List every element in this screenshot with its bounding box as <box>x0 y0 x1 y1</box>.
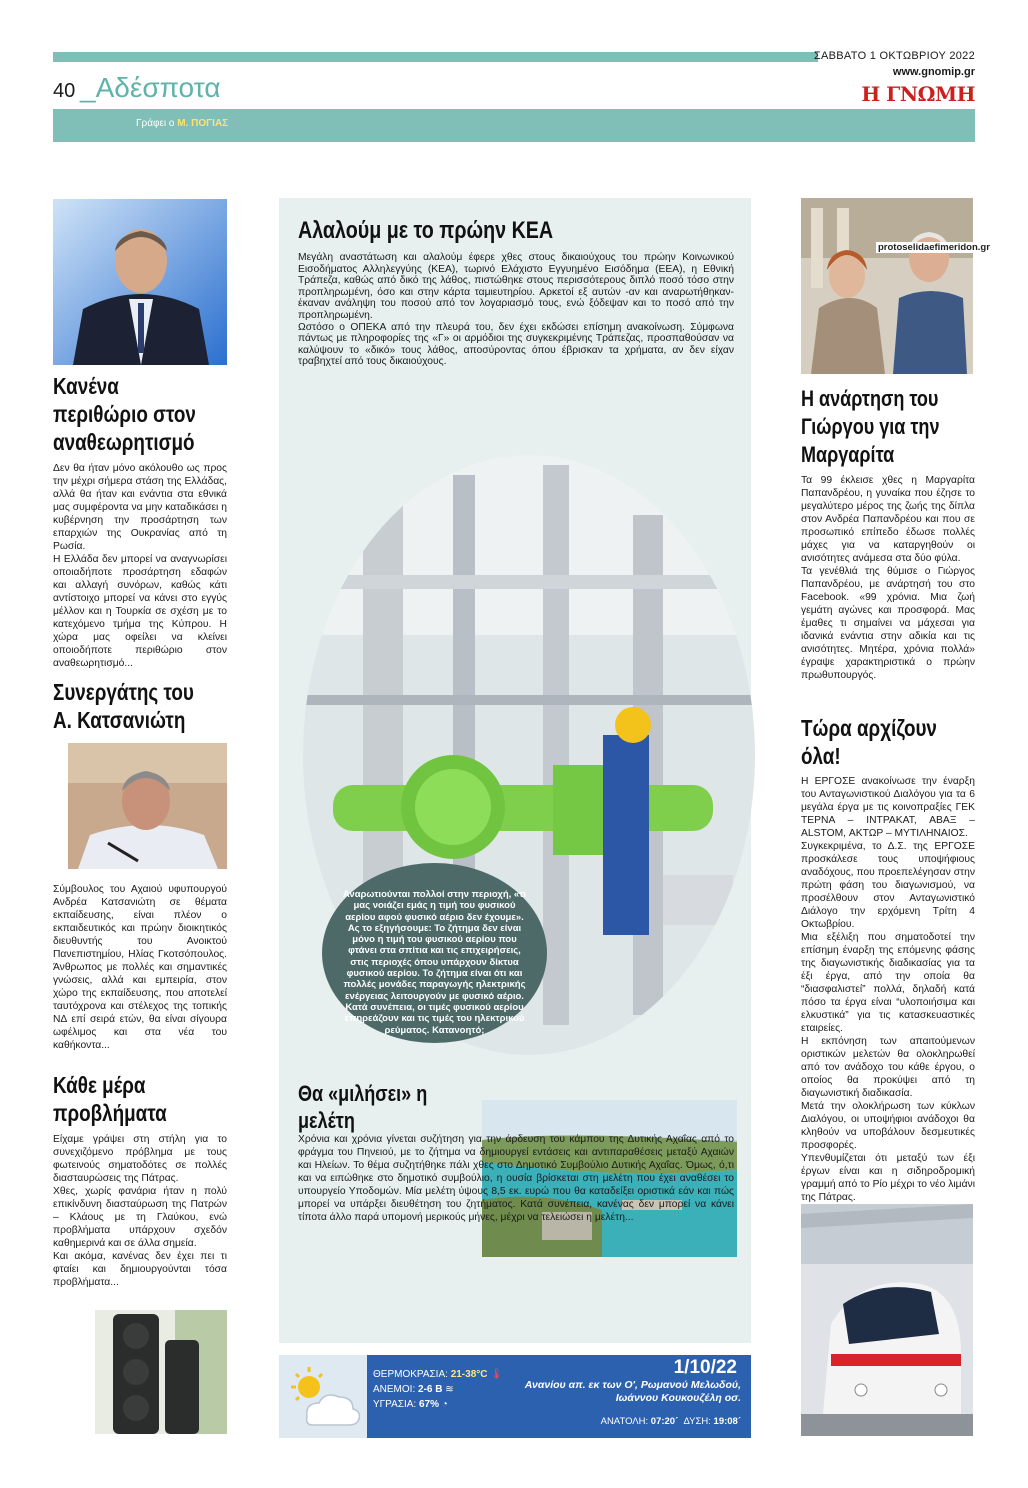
paragraph: Ωστόσο ο ΟΠΕΚΑ από την πλευρά του, δεν έχει εκδώσει επίσημη ανακοίνωση. Σύμφωνα πάντως με πληροφορίες της «Γ» οι αρμόδιοι της συγκεκριμένης Τράπεζας, προσπαθούσαν να καλύψουν το «δικό» τους λάθος, αποσύροντας όπου έβρισκαν τα χρήματα, αν δεν είχαν τραβηχτεί από τους δικαιούχους. <box>298 321 734 368</box>
paragraph: Τα γενέθλιά της θύμισε ο Γιώργος Παπανδρέου, με ανάρτησή του στο Facebook. «99 χρόνια. Μια ζωή γεμάτη αγώνες και προσφορά. Μας έμαθες τι σημαίνει να μάχεσαι για ιδανικά ενάντια στην αδικία και τις ανισότητες. Μητέρα, χρόνια πολλά» έγραψε χαρακτηριστικά ο πρώην πρωθυπουργός. <box>801 566 975 681</box>
weather-stats: ΘΕΡΜΟΚΡΑΣΙΑ: 21-38°C 🌡 ΑΝΕΜΟΙ: 2-6 Β ≋ ΥΓΡΑΣΙΑ: 67% ◔ <box>373 1369 503 1410</box>
paragraph: Συγκεκριμένα, το Δ.Σ. της ΕΡΓΟΣΕ προσκάλεσε τους υποψήφιους αναδόχους, που προεπελέγησαν στην πρώτη φάση του διαγωνισμού, να προσέλθουν στον Ανταγωνιστικό Διάλογο την ερχόμενη Τρίτη 4 Οκτωβρίου. <box>801 841 975 930</box>
saints-of-day: Ανανίου απ. εκ των Ο', Ρωμανού Μελωδού, Ιωάννου Κουκουζέλη οσ. <box>524 1379 741 1404</box>
paragraph: Μεγάλη αναστάτωση και αλαλούμ έφερε χθες στους δικαιούχους του πρώην Κοινωνικού Εισοδήματος Αλληλεγγύης (ΚΕΑ), τωρινό Ελάχιστο Εγγυημένο Εισόδημα (ΕΕΑ), η Εθνική Τράπεζα, καθώς από δικό της λάθος, πιστώθηκε στους περισσότερους διπλό ποσό τόσο στην προπληρωμένη, όσο και στην κάρτα ταμιευτηρίου. Αρκετοί εξ αυτών -αν και αναρωτήθηκαν- έκαναν ανάληψη του ποσού από τον λογαριασμό τους, ενώ ξόδεψαν και το ποσό από την προπληρωμένη. <box>298 252 734 321</box>
paragraph: Η Ελλάδα δεν μπορεί να αναγνωρίσει οποιαδήποτε προσάρτηση εδαφών και αλλαγή συνόρων, καθώς κάτι αντίστοιχο μπορεί να κάνει στο εγγύς μέλλον και η Τουρκία σε σχέση με το κατεχόμενο τμήμα της Κύπρου. Η χώρα μας οφείλει να κλείνει οποιοδήποτε περιθώριο στον αναθεωρητισμό... <box>53 554 227 669</box>
article-kea <box>298 252 734 368</box>
callout-text: Αναρωτιούνται πολλοί στην περιοχή, «τι μας νοιάζει εμάς η τιμή του φυσικού αερίου αφού φυσικό αέριο δεν έχουμε». Ας το εξηγήσουμε: Το ζήτημα δεν είναι μόνο η τιμή του φυσικού αερίου που φτάνει στα σπίτια και τις επιχειρήσεις, στις περιοχές όπου υπάρχουν δίκτυα φυσικού αερίου. Το ζήτημα είναι ότι και πολλές μονάδες παραγωγής ηλεκτρικής ενέργειας λειτουργούν με φυσικό αέριο. Κατά συνέπεια, οι τιμές φυσικού αερίου επηρεάζουν και τις τιμές του ηλεκτρικού ρεύματος. Κατανοητό; <box>342 889 527 1036</box>
article-study <box>298 1133 734 1224</box>
headline-problems: Κάθε μέρα προβλήματα <box>53 1072 167 1126</box>
headline-ergose: Τώρα αρχίζουν όλα! <box>801 715 937 769</box>
paragraph: Υπενθυμίζεται ότι μεταξύ των έξι έργων είναι και η σιδηροδρομική γραμμή από το Ρίο μέχρι το νέο λιμάνι της Πάτρας. <box>801 1153 975 1203</box>
top-rule <box>53 52 818 62</box>
thermometer-icon: 🌡 <box>490 1369 503 1380</box>
headline-kea: Αλαλούμ με το πρώην ΚΕΑ <box>298 217 554 244</box>
papandreou-photo <box>801 198 973 374</box>
article-margarita <box>801 474 975 682</box>
gkotsopoulos-photo <box>68 743 227 869</box>
mitsotakis-photo <box>53 199 227 365</box>
paragraph: Μια εξέλιξη που σηματοδοτεί την επίσημη έναρξη της επόμενης φάσης της διαγωνιστικής διαδικασίας για τα έξι έργα, από την οποία θα “διασφαλιστεί” πολλά, δηλαδή κατά πόσο τα έργα είναι “υλοποιήσιμα και ελκυστικά” για τις κατασκευαστικές εταιρείες. <box>801 932 975 1034</box>
train-photo <box>801 1204 973 1436</box>
article-revisionism <box>53 462 227 670</box>
headline-margarita: Η ανάρτηση του Γιώργου για την Μαργαρίτα <box>801 386 940 467</box>
paragraph: Η εκπόνηση των απαιτούμενων οριστικών μελετών θα ολοκληρωθεί από τον ανάδοχο του κάθε έργου, ο οποίος θα προκύψει από τη διαγωνιστική διαδικασία. <box>801 1036 975 1099</box>
weather-date: 1/10/22 <box>673 1357 737 1378</box>
website-url[interactable]: www.gnomip.gr <box>892 66 975 78</box>
article-ergose <box>801 775 975 1204</box>
headline-study: Θα «μιλήσει» η μελέτη <box>298 1081 428 1133</box>
paragraph: Η ΕΡΓΟΣΕ ανακοίνωσε την έναρξη του Ανταγωνιστικού Διαλόγου για τα 6 μεγάλα έργα με τις κοινοπραξίες ΓΕΚ ΤΕΡΝΑ – ΙΝΤΡΑΚΑΤ, ΑΒΑΞ – ALSTOM, ΑΚΤΩΡ – ΜΥΤΙΛΗΝΑΙΟΣ. <box>801 776 975 839</box>
paragraph: Μετά την ολοκλήρωση των κύκλων Διαλόγου, οι υποψήφιοι ανάδοχοι θα κληθούν να υποβάλουν δεσμευτικές προσφορές. <box>801 1101 975 1151</box>
paragraph: Σύμβουλος του Αχαιού υφυπουργού Ανδρέα Κατσανιώτη σε θέματα εκπαίδευσης, είναι πλέον ο εκπαιδευτικός και πρώην διοικητικός διευθυντής του Ανοικτού Πανεπιστημίου, Ηλίας Γκοτσόπουλος. Άνθρωπος με πολλές και σημαντικές γνώσεις, αλλά και εμπειρία, στον χώρο της εκπαίδευσης, που αποτελεί ταυτόχρονα και στέλεχος της τοπικής ΝΔ επί σειρά ετών, θα είναι σίγουρα ωφέλιμος και στα νέα του καθήκοντα... <box>53 884 227 1051</box>
paragraph: Χθες, χωρίς φανάρια ήταν η πολύ επικίνδυνη διασταύρωση της Πατρών – Κλάους με τη Γλαύκου, ενώ προβλήματα υπάρχουν σχεδόν καθημερινά και σε άλλα σημεία. <box>53 1186 227 1249</box>
humidity-icon: ◔ <box>441 1399 448 1410</box>
watermark: protoselidaefimeridon.gr <box>878 242 990 253</box>
page-number: 40 <box>53 80 76 102</box>
newspaper-logo: Η ΓΝΩΜΗ <box>861 82 975 106</box>
byline: Γράφει ο Μ. ΠΟΓΙΑΣ <box>136 118 229 129</box>
article-katsanioti <box>53 883 227 1052</box>
partly-cloudy-icon <box>279 1355 367 1438</box>
headline-katsanioti: Συνεργάτης του Α. Κατσανιώτη <box>53 679 194 733</box>
traffic-light-photo <box>95 1310 227 1434</box>
issue-date: ΣΑΒΒΑΤΟ 1 ΟΚΤΩΒΡΙΟΥ 2022 <box>813 50 975 62</box>
wind-icon: ≋ <box>445 1384 454 1395</box>
paragraph: Χρόνια και χρόνια γίνεται συζήτηση για την άρδευση του κάμπου της Δυτικής Αχαΐας από το φράγμα του Πηνειού, με το ζήτημα να δημιουργεί εντάσεις και αντιπαραθέσεις μεταξύ Αχαιών και Ηλείων. Το θέμα συζητήθηκε πάλι χθες στο Δημοτικό Συμβούλιο Δυτικής Αχαΐας. Όμως, ό,τι και να ειπώθηκε στο δημοτικό συμβούλιο, η ουσία βρίσκεται στη μελέτη που έχει αναθέσει το υπουργείο Υποδομών. Μία μελέτη ύψους 8,5 εκ. ευρώ που θα καταδείξει οριστικά εάν και πώς μπορεί να υπάρξει διευθέτηση του ζητήματος. Κατά συνέπεια, κανένας δεν μπορεί να κάνει τίποτα άλλο παρά υπομονή μερικούς μήνες, μέχρι να τελειώσει η μελέτη... <box>298 1134 734 1223</box>
headline-revisionism: Κανένα περιθώριο στον αναθεωρητισμό <box>53 373 196 455</box>
weather-box <box>279 1355 751 1438</box>
sun-times: ΑΝΑΤΟΛΗ: 07:20´ ΔΥΣΗ: 19:08´ <box>600 1416 741 1427</box>
section-title: _Αδέσποτα <box>80 72 221 103</box>
gas-price-callout <box>322 863 547 1043</box>
paragraph: Και ακόμα, κανένας δεν έχει πει τι φταίει και δημιουργούνται τόσα προβλήματα... <box>53 1251 227 1288</box>
paragraph: Τα 99 έκλεισε χθες η Μαργαρίτα Παπανδρέου, η γυναίκα που έζησε το μεγαλύτερο μέρος της ζωής της δίπλα στον Ανδρέα Παπανδρέου και που σε προσωπικό επίπεδο έδωσε πολλές μάχες για να καταργηθούν οι ανισότητες ανάμεσα στα δύο φύλα. <box>801 475 975 564</box>
article-problems <box>53 1133 227 1289</box>
paragraph: Δεν θα ήταν μόνο ακόλουθο ως προς την μέχρι σήμερα στάση της Ελλάδας, αλλά θα ήταν και ενάντια στα εθνικά μας συμφέροντα να μην καταδικάσει η κυβέρνηση την προσάρτηση των επαρχιών της Ουκρανίας από τη Ρωσία. <box>53 463 227 552</box>
paragraph: Είχαμε γράψει στη στήλη για το συνεχιζόμενο πρόβλημα με τους φωτεινούς σηματοδότες σε πολλές διασταυρώσεις της Πάτρας. <box>53 1134 227 1184</box>
